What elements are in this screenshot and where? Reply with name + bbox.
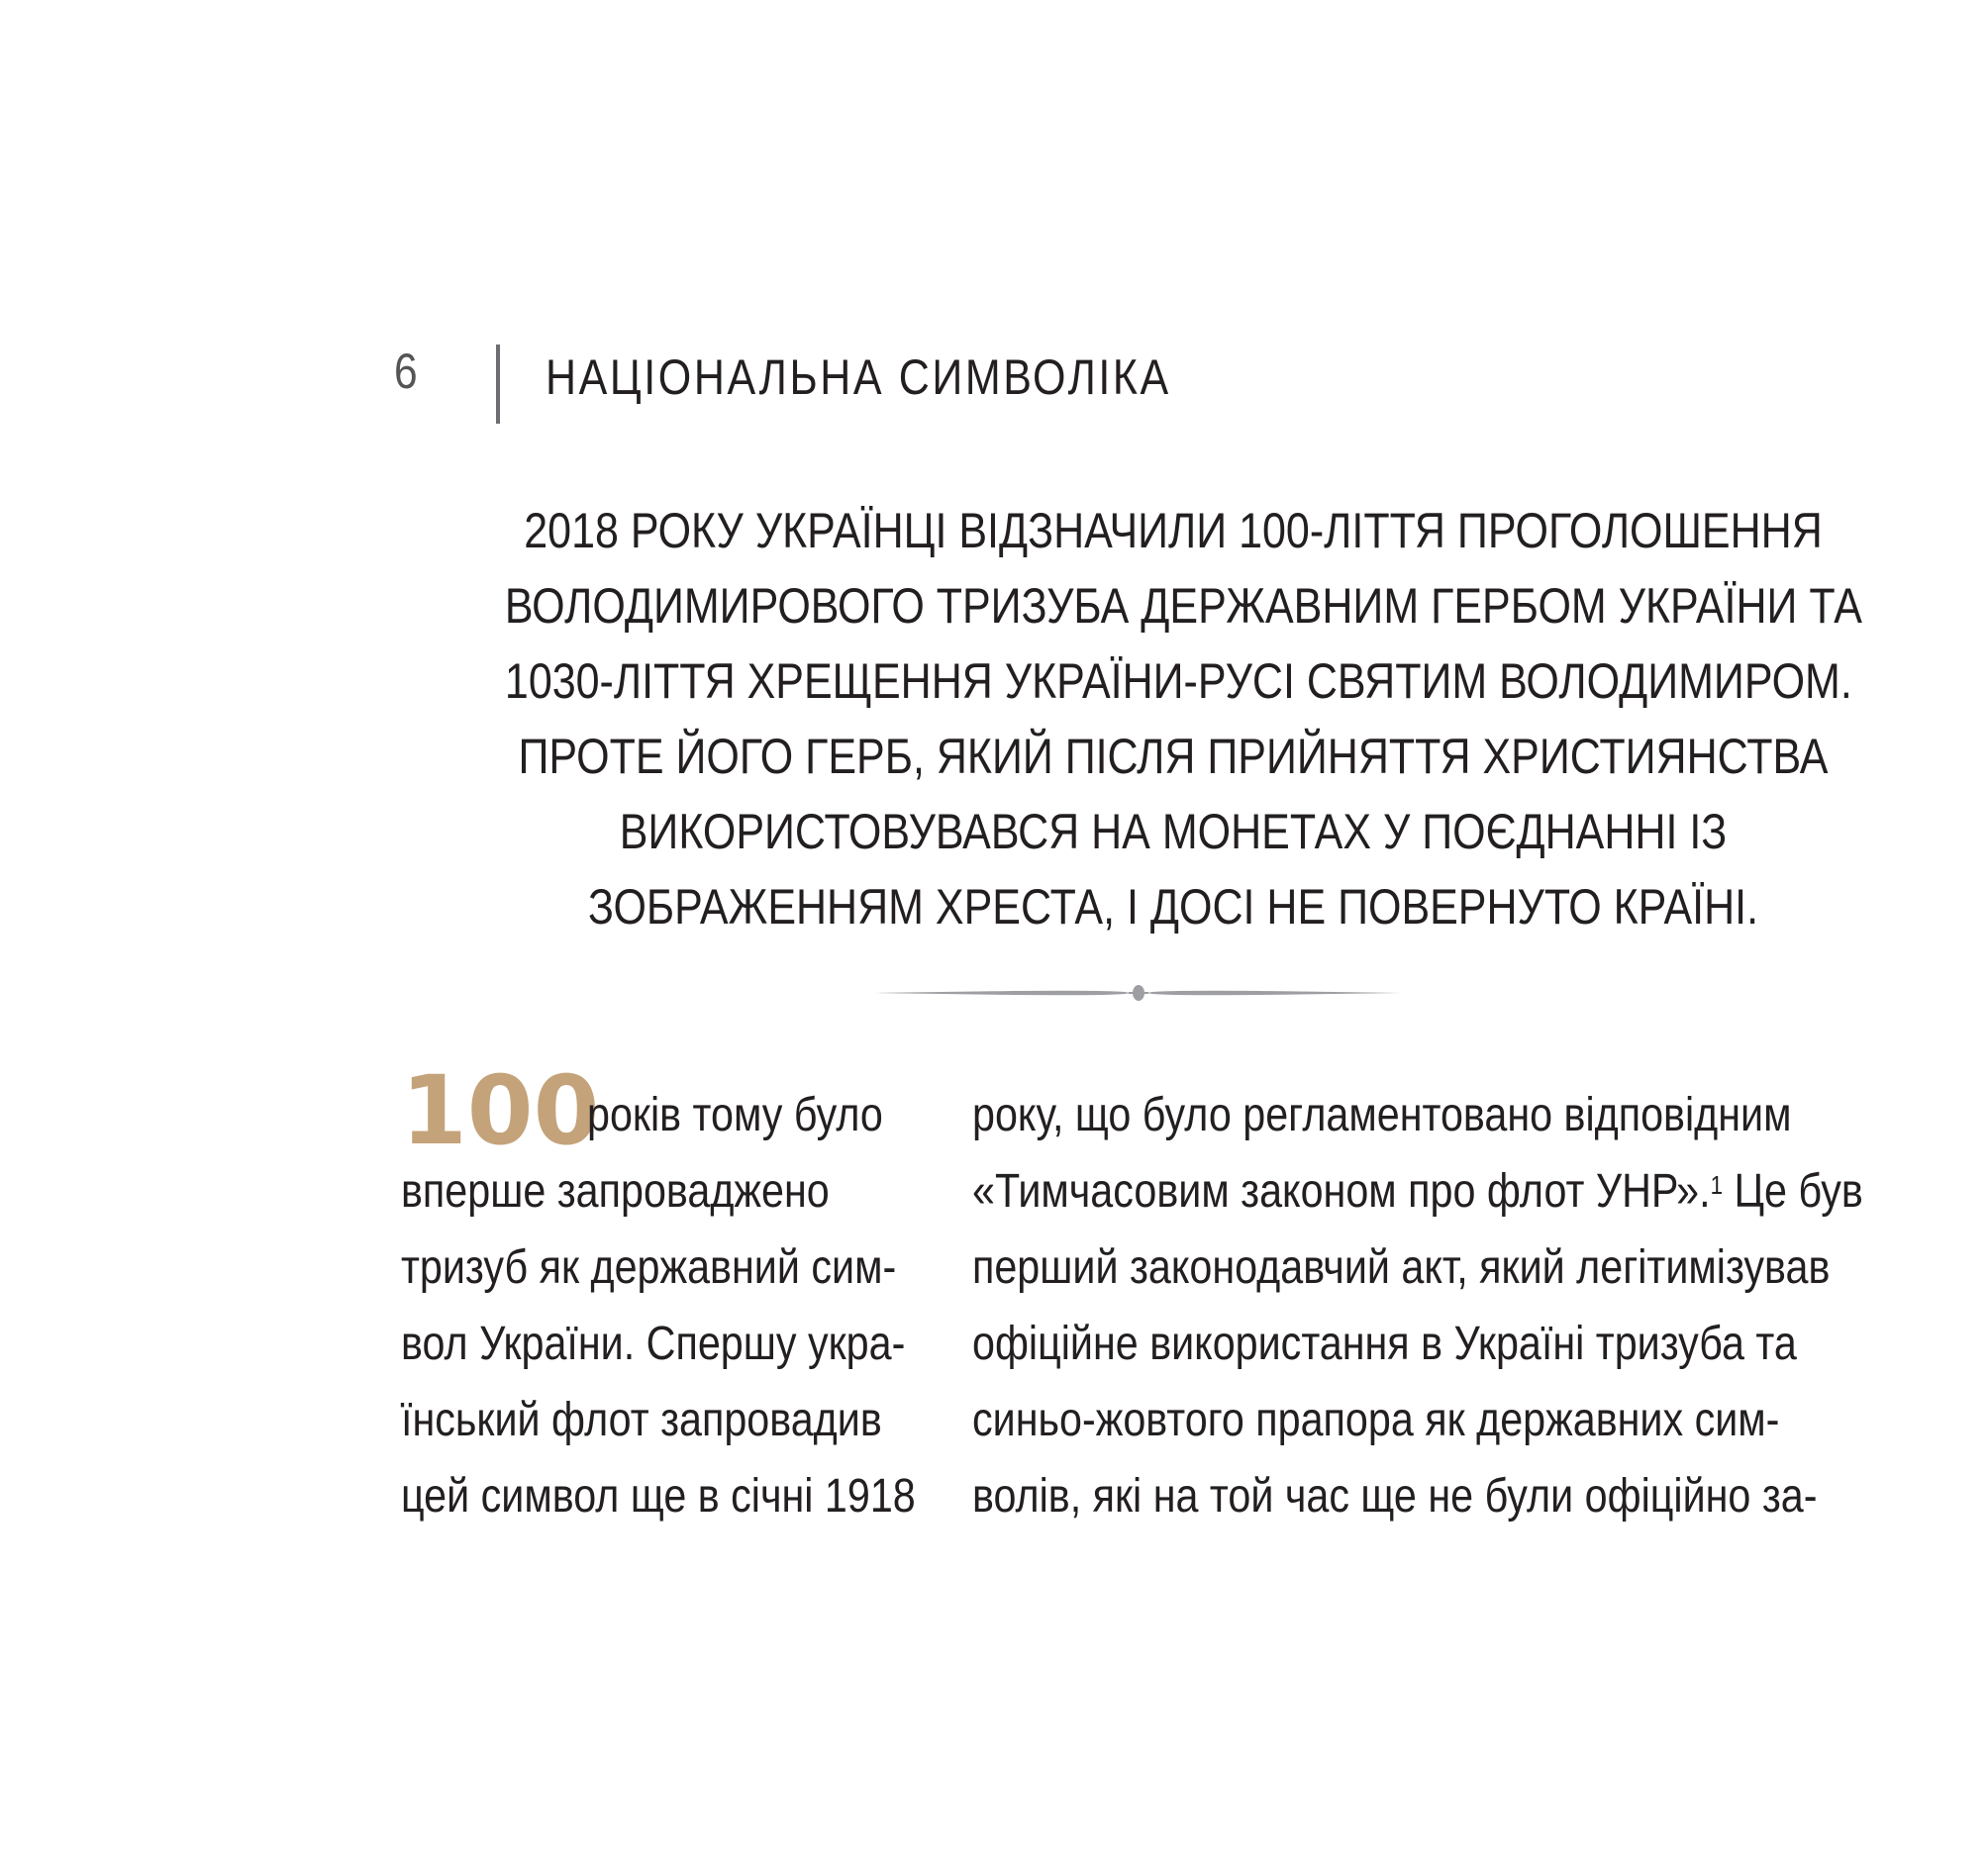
intro-line: ВИКОРИСТОВУВАВСЯ НА МОНЕТАХ У ПОЄДНАННІ ІЗ xyxy=(619,804,1728,859)
intro-paragraph xyxy=(396,493,1950,944)
dropcap-line xyxy=(401,1055,928,1166)
body-line: років тому було xyxy=(587,1089,883,1141)
intro-line: ВОЛОДИМИРОВОГО ТРИЗУБА ДЕРЖАВНИМ ГЕРБОМ УКРАЇНИ ТА xyxy=(504,578,1862,634)
body-line: їнський флот запровадив xyxy=(401,1394,882,1446)
body-text: «Тимчасовим законом про флот УНР». xyxy=(972,1165,1711,1218)
body-line: синьо-жовтого прапора як державних сим- xyxy=(972,1394,1780,1446)
body-line-with-footnote xyxy=(972,1153,1863,1230)
intro-line: ЗОБРАЖЕННЯМ ХРЕСТА, І ДОСІ НЕ ПОВЕРНУТО КРАЇНІ. xyxy=(587,879,1759,935)
body-line: вперше запроваджено xyxy=(401,1165,830,1218)
body-text: Це був xyxy=(1723,1165,1863,1218)
footnote-reference[interactable]: 1 xyxy=(1710,1170,1724,1200)
section-title: НАЦІОНАЛЬНА СИМВОЛІКА xyxy=(546,349,1171,405)
body-line: волів, які на той час ще не були офіційно за- xyxy=(972,1470,1818,1523)
body-line: цей символ ще в січні 1918 xyxy=(401,1470,916,1523)
intro-line: 1030-ЛІТТЯ ХРЕЩЕННЯ УКРАЇНИ-РУСІ СВЯТИМ ВОЛОДИМИРОМ. xyxy=(504,653,1852,709)
body-line: офіційне використання в Україні тризуба та xyxy=(972,1318,1797,1370)
dropcap-number: 100 xyxy=(401,1055,600,1166)
body-column-right xyxy=(972,1077,1881,1534)
body-line: тризуб як державний сим- xyxy=(401,1241,897,1294)
ornamental-divider xyxy=(875,978,1402,1008)
page-number: 6 xyxy=(394,344,418,399)
intro-line: ПРОТЕ ЙОГО ГЕРБ, ЯКИЙ ПІСЛЯ ПРИЙНЯТТЯ ХРИСТИЯНСТВА xyxy=(518,729,1829,784)
body-column-left xyxy=(401,1055,928,1534)
body-line: вол України. Спершу укра- xyxy=(401,1318,906,1370)
body-line: року, що було регламентовано відповідним xyxy=(972,1089,1792,1141)
header-vertical-rule xyxy=(496,345,500,424)
body-line: перший законодавчий акт, який легітимізував xyxy=(972,1241,1831,1294)
intro-line: 2018 РОКУ УКРАЇНЦІ ВІДЗНАЧИЛИ 100-ЛІТТЯ ПРОГОЛОШЕННЯ xyxy=(524,503,1823,558)
